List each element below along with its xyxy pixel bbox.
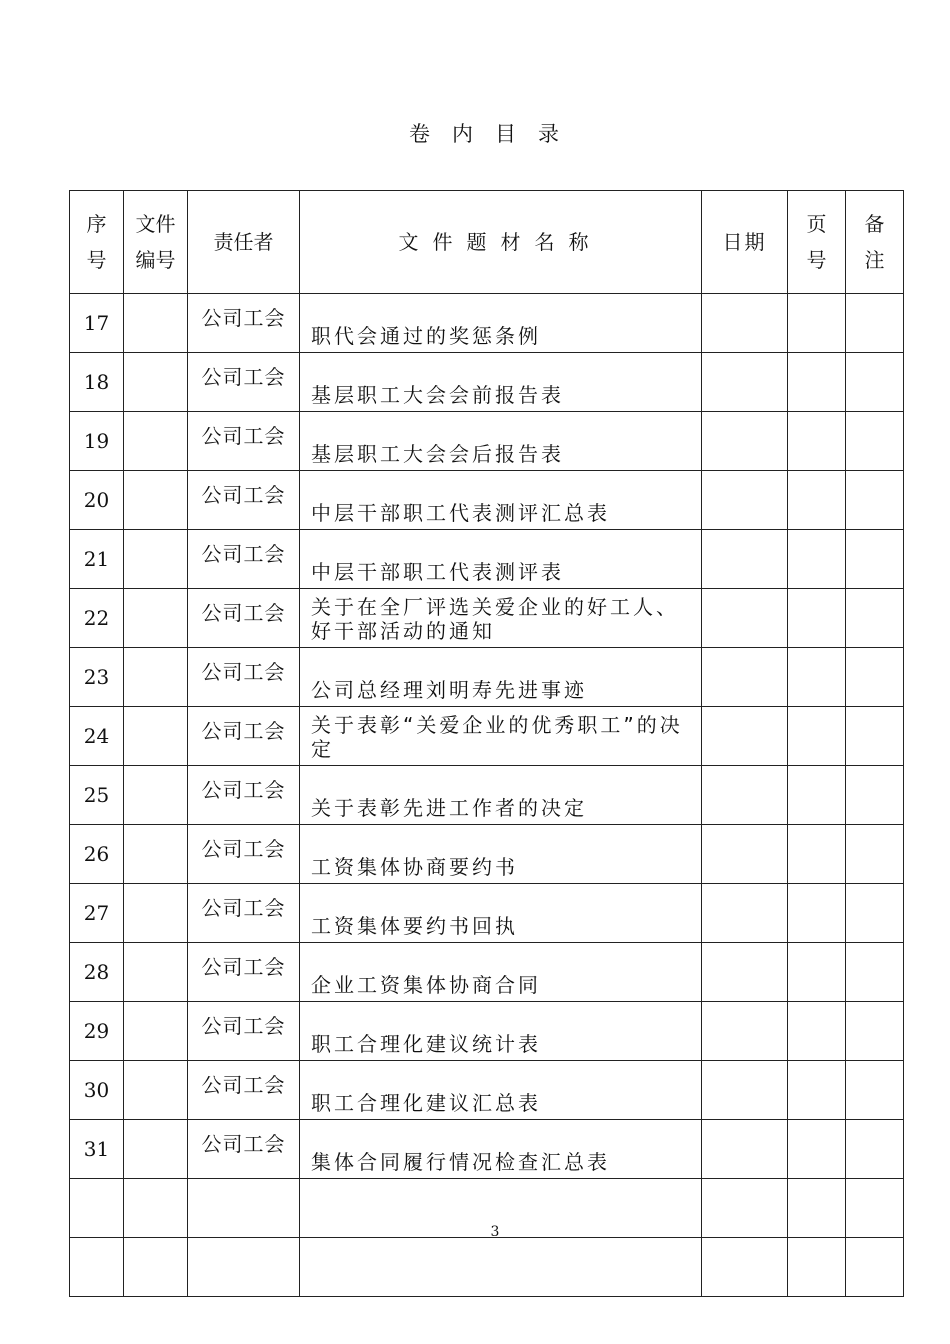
header-file-title: 文件题材名称 bbox=[300, 191, 702, 294]
row-file-title: 关于在全厂评选关爱企业的好工人、好干部活动的通知 bbox=[300, 589, 702, 648]
row-remark bbox=[846, 766, 904, 825]
row-seq bbox=[70, 1238, 124, 1297]
row-page bbox=[788, 294, 846, 353]
row-date bbox=[702, 1238, 788, 1297]
row-seq: 22 bbox=[70, 589, 124, 648]
row-file-title bbox=[300, 1238, 702, 1297]
row-file-title: 职代会通过的奖惩条例 bbox=[300, 294, 702, 353]
row-page bbox=[788, 1061, 846, 1120]
row-remark bbox=[846, 530, 904, 589]
header-remark: 备注 bbox=[846, 191, 904, 294]
row-responsible: 公司工会 bbox=[188, 766, 300, 825]
row-file-title: 职工合理化建议汇总表 bbox=[300, 1061, 702, 1120]
table-row bbox=[70, 943, 904, 1002]
row-page bbox=[788, 471, 846, 530]
table-row bbox=[70, 766, 904, 825]
row-remark bbox=[846, 1238, 904, 1297]
row-seq: 29 bbox=[70, 1002, 124, 1061]
row-file-no bbox=[124, 1061, 188, 1120]
row-file-no bbox=[124, 1120, 188, 1179]
table-row bbox=[70, 471, 904, 530]
header-page: 页号 bbox=[788, 191, 846, 294]
row-page bbox=[788, 589, 846, 648]
table-row bbox=[70, 353, 904, 412]
row-seq: 19 bbox=[70, 412, 124, 471]
row-date bbox=[702, 884, 788, 943]
row-page bbox=[788, 530, 846, 589]
row-remark bbox=[846, 471, 904, 530]
row-remark bbox=[846, 825, 904, 884]
header-row bbox=[70, 191, 904, 294]
row-seq: 30 bbox=[70, 1061, 124, 1120]
row-page bbox=[788, 825, 846, 884]
row-responsible: 公司工会 bbox=[188, 1061, 300, 1120]
row-date bbox=[702, 648, 788, 707]
row-seq: 28 bbox=[70, 943, 124, 1002]
row-date bbox=[702, 589, 788, 648]
row-responsible: 公司工会 bbox=[188, 530, 300, 589]
table-row bbox=[70, 1002, 904, 1061]
row-date bbox=[702, 1120, 788, 1179]
row-page bbox=[788, 412, 846, 471]
row-page bbox=[788, 943, 846, 1002]
table-row bbox=[70, 648, 904, 707]
table-row bbox=[70, 825, 904, 884]
row-remark bbox=[846, 1002, 904, 1061]
row-file-title: 中层干部职工代表测评表 bbox=[300, 530, 702, 589]
row-seq: 23 bbox=[70, 648, 124, 707]
row-responsible: 公司工会 bbox=[188, 412, 300, 471]
row-page bbox=[788, 1238, 846, 1297]
row-responsible: 公司工会 bbox=[188, 884, 300, 943]
row-date bbox=[702, 471, 788, 530]
row-seq: 26 bbox=[70, 825, 124, 884]
row-file-title: 公司总经理刘明寿先进事迹 bbox=[300, 648, 702, 707]
row-remark bbox=[846, 1120, 904, 1179]
row-seq: 31 bbox=[70, 1120, 124, 1179]
row-responsible bbox=[188, 1238, 300, 1297]
table-row bbox=[70, 1238, 904, 1297]
header-seq: 序号 bbox=[70, 191, 124, 294]
table-row bbox=[70, 412, 904, 471]
header-file-no: 文件编号 bbox=[124, 191, 188, 294]
row-file-no bbox=[124, 353, 188, 412]
table-row bbox=[70, 1120, 904, 1179]
table-row bbox=[70, 707, 904, 766]
row-file-title: 关于表彰“关爱企业的优秀职工”的决定 bbox=[300, 707, 702, 766]
row-responsible: 公司工会 bbox=[188, 943, 300, 1002]
row-remark bbox=[846, 707, 904, 766]
row-file-no bbox=[124, 825, 188, 884]
row-date bbox=[702, 294, 788, 353]
row-file-title: 基层职工大会会后报告表 bbox=[300, 412, 702, 471]
row-seq: 24 bbox=[70, 707, 124, 766]
row-file-title: 工资集体协商要约书 bbox=[300, 825, 702, 884]
row-file-title: 企业工资集体协商合同 bbox=[300, 943, 702, 1002]
row-page bbox=[788, 707, 846, 766]
table-row bbox=[70, 1061, 904, 1120]
row-file-no bbox=[124, 471, 188, 530]
row-remark bbox=[846, 353, 904, 412]
row-date bbox=[702, 353, 788, 412]
row-file-no bbox=[124, 943, 188, 1002]
row-file-title: 基层职工大会会前报告表 bbox=[300, 353, 702, 412]
row-file-title: 工资集体要约书回执 bbox=[300, 884, 702, 943]
row-responsible: 公司工会 bbox=[188, 294, 300, 353]
row-page bbox=[788, 648, 846, 707]
row-file-no bbox=[124, 707, 188, 766]
row-remark bbox=[846, 589, 904, 648]
row-file-no bbox=[124, 294, 188, 353]
table-row bbox=[70, 530, 904, 589]
row-remark bbox=[846, 412, 904, 471]
catalog-body bbox=[70, 294, 904, 1297]
row-file-no bbox=[124, 1238, 188, 1297]
row-file-title: 集体合同履行情况检查汇总表 bbox=[300, 1120, 702, 1179]
row-file-no bbox=[124, 530, 188, 589]
row-responsible: 公司工会 bbox=[188, 589, 300, 648]
row-date bbox=[702, 766, 788, 825]
row-remark bbox=[846, 1061, 904, 1120]
row-seq: 18 bbox=[70, 353, 124, 412]
row-file-no bbox=[124, 766, 188, 825]
row-seq: 17 bbox=[70, 294, 124, 353]
row-date bbox=[702, 825, 788, 884]
table-row bbox=[70, 884, 904, 943]
row-date bbox=[702, 1002, 788, 1061]
row-file-no bbox=[124, 589, 188, 648]
row-seq: 27 bbox=[70, 884, 124, 943]
table-row bbox=[70, 589, 904, 648]
page-number: 3 bbox=[490, 1224, 500, 1240]
row-date bbox=[702, 1061, 788, 1120]
row-responsible: 公司工会 bbox=[188, 1120, 300, 1179]
row-remark bbox=[846, 294, 904, 353]
row-responsible: 公司工会 bbox=[188, 353, 300, 412]
row-responsible: 公司工会 bbox=[188, 471, 300, 530]
row-file-title: 关于表彰先进工作者的决定 bbox=[300, 766, 702, 825]
header-date: 日期 bbox=[702, 191, 788, 294]
row-remark bbox=[846, 648, 904, 707]
row-date bbox=[702, 707, 788, 766]
row-file-no bbox=[124, 1002, 188, 1061]
row-file-title: 职工合理化建议统计表 bbox=[300, 1002, 702, 1061]
row-seq: 25 bbox=[70, 766, 124, 825]
row-seq: 20 bbox=[70, 471, 124, 530]
row-remark bbox=[846, 943, 904, 1002]
row-page bbox=[788, 766, 846, 825]
table-row bbox=[70, 294, 904, 353]
row-responsible: 公司工会 bbox=[188, 707, 300, 766]
catalog-table bbox=[69, 190, 904, 1297]
row-file-no bbox=[124, 884, 188, 943]
row-responsible: 公司工会 bbox=[188, 1002, 300, 1061]
row-date bbox=[702, 943, 788, 1002]
header-responsible: 责任者 bbox=[188, 191, 300, 294]
row-file-no bbox=[124, 412, 188, 471]
row-date bbox=[702, 530, 788, 589]
row-page bbox=[788, 1002, 846, 1061]
row-file-no bbox=[124, 648, 188, 707]
row-page bbox=[788, 353, 846, 412]
row-remark bbox=[846, 884, 904, 943]
row-page bbox=[788, 1120, 846, 1179]
row-page bbox=[788, 884, 846, 943]
row-file-title: 中层干部职工代表测评汇总表 bbox=[300, 471, 702, 530]
row-date bbox=[702, 412, 788, 471]
row-responsible: 公司工会 bbox=[188, 648, 300, 707]
row-responsible: 公司工会 bbox=[188, 825, 300, 884]
row-seq: 21 bbox=[70, 530, 124, 589]
page-title: 卷内目录 bbox=[409, 122, 581, 146]
